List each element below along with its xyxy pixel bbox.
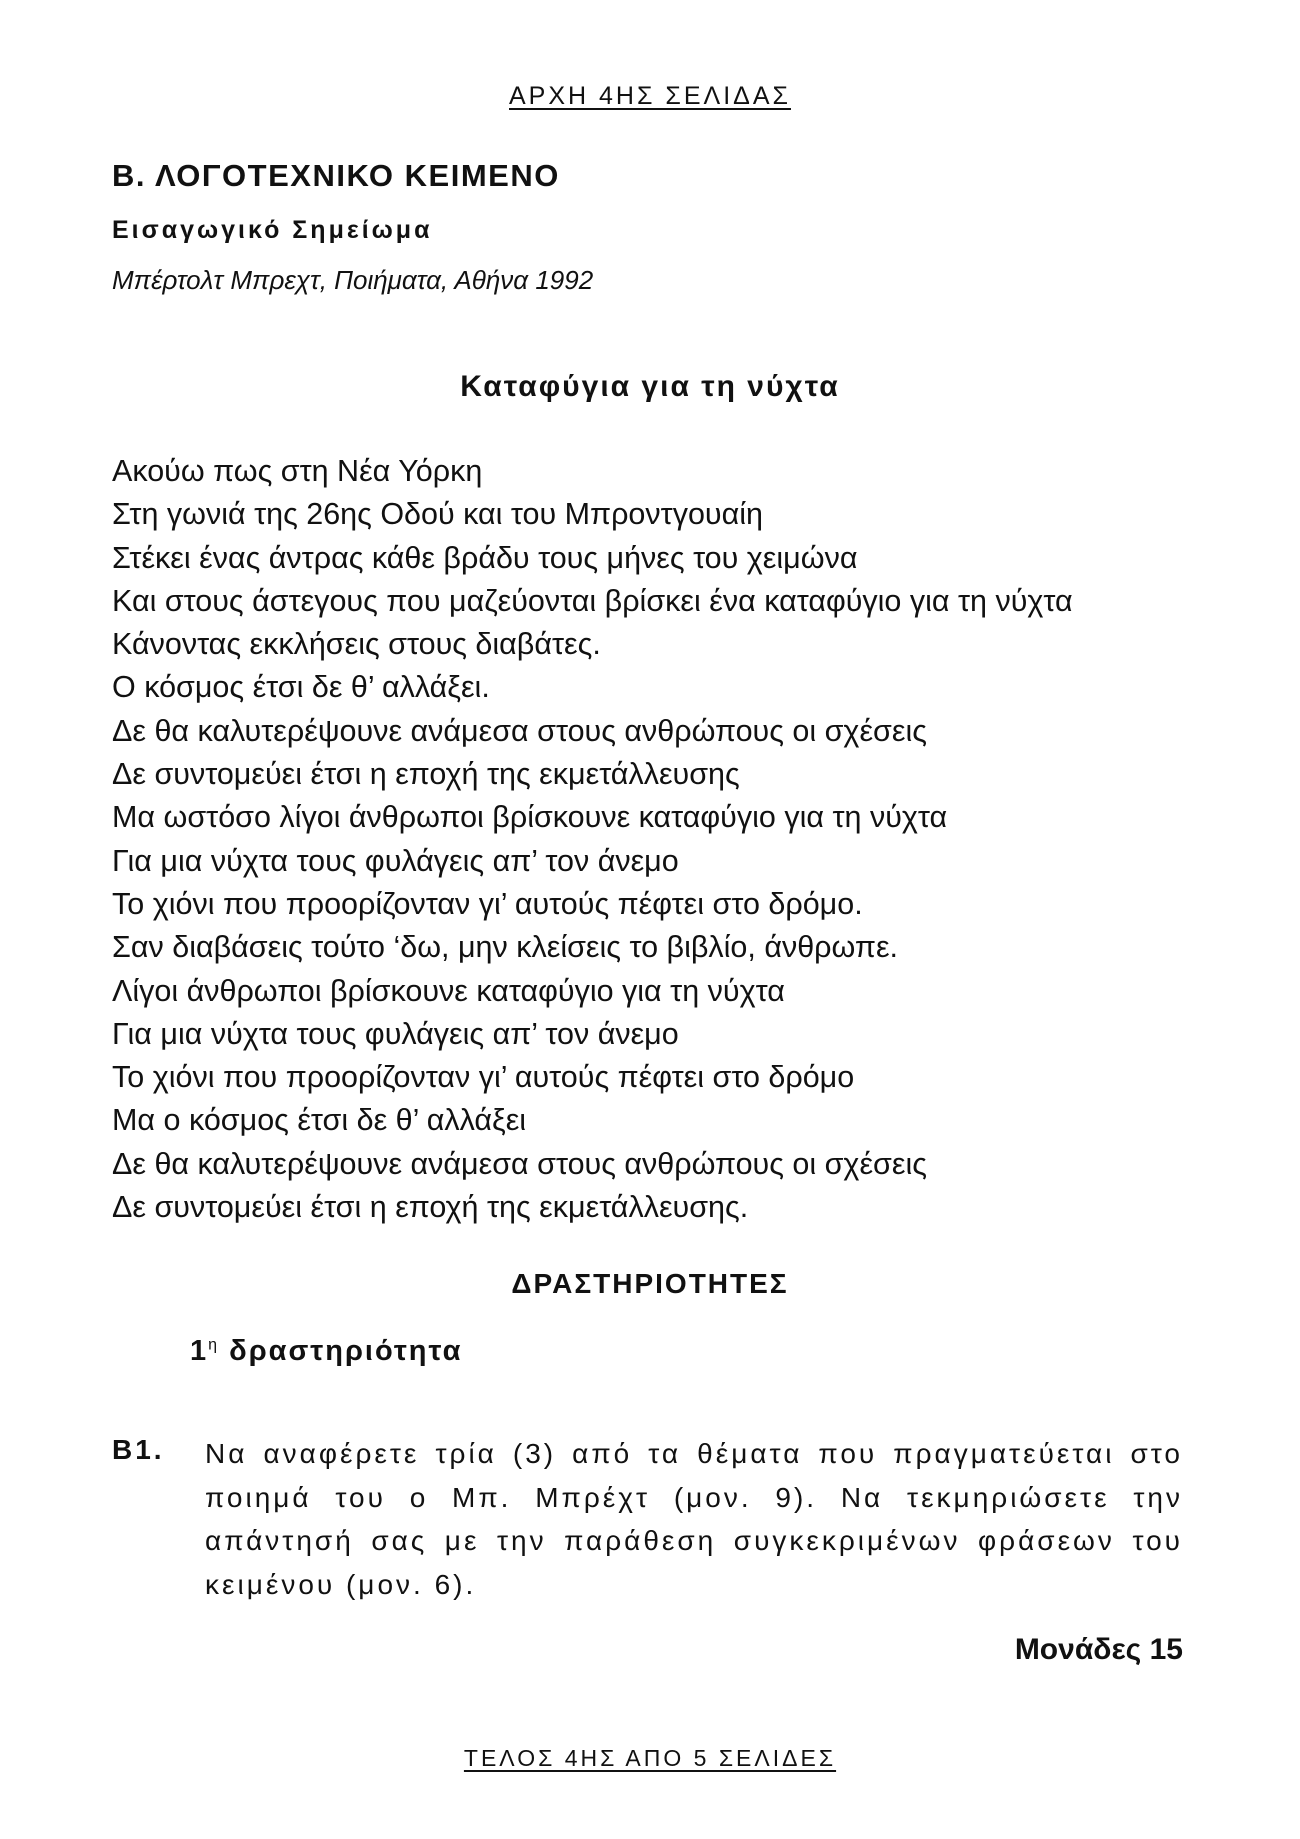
source-citation: Μπέρτολτ Μπρεχτ, Ποιήματα, Αθήνα 1992: [112, 265, 594, 295]
poem-line: Σαν διαβάσεις τούτο ‘δω, μην κλείσεις το βιβλίο, άνθρωπε.: [112, 930, 899, 965]
poem-line: Το χιόνι που προορίζονταν γι’ αυτούς πέφτει στο δρόμο: [112, 1060, 855, 1095]
section-title: Β. ΛΟΓΟΤΕΧΝΙΚΟ ΚΕΙΜΕΝΟ: [112, 158, 560, 193]
poem-line: Λίγοι άνθρωποι βρίσκουνε καταφύγιο για τη νύχτα: [112, 973, 785, 1008]
page-footer: ΤΕΛΟΣ 4ΗΣ ΑΠΟ 5 ΣΕΛΙΔΕΣ: [463, 1745, 837, 1771]
poem-title: Καταφύγια για τη νύχτα: [460, 370, 840, 403]
poem-line: Μα ωστόσο λίγοι άνθρωποι βρίσκουνε καταφύγιο για τη νύχτα: [112, 800, 948, 835]
poem-line: Ακούω πως στη Νέα Υόρκη: [112, 454, 483, 488]
points-label: Μονάδες 15: [1014, 1633, 1183, 1666]
activities-title: ΔΡΑΣΤΗΡΙΟΤΗΤΕΣ: [511, 1268, 789, 1299]
activity-number: 1: [190, 1335, 209, 1367]
activity-heading: [190, 1335, 463, 1368]
poem-line: Δε θα καλυτερέψουνε ανάμεσα στους ανθρώπους οι σχέσεις: [112, 1146, 927, 1181]
page-header: ΑΡΧΗ 4ΗΣ ΣΕΛΙΔΑΣ: [509, 82, 791, 110]
question-number: Β1.: [112, 1434, 165, 1465]
question-text: Να αναφέρετε τρία (3) από τα θέματα που πραγματεύεται στο ποιημά του ο Μπ. Μπρέχτ (μον. 9). Να τεκμηριώσετε την απάντησή σας με την παράθεση συγκεκριμένων φράσεων του κειμένου (μον. 6).: [205, 1438, 1183, 1600]
activity-label: δραστηριότητα: [229, 1335, 463, 1367]
poem-line: Κάνοντας εκκλήσεις στους διαβάτες.: [112, 627, 601, 662]
poem-line: Για μια νύχτα τους φυλάγεις απ’ τον άνεμο: [112, 843, 679, 878]
poem-line: Μα ο κόσμος έτσι δε θ’ αλλάξει: [112, 1103, 527, 1138]
poem-line: Δε θα καλυτερέψουνε ανάμεσα στους ανθρώπους οι σχέσεις: [112, 713, 927, 748]
poem-body: [112, 450, 1073, 1229]
poem-line: Και στους άστεγους που μαζεύονται βρίσκει ένα καταφύγιο για τη νύχτα: [112, 583, 1073, 618]
intro-note-label: Εισαγωγικό Σημείωμα: [112, 216, 433, 244]
poem-line: Δε συντομεύει έτσι η εποχή της εκμετάλλευσης: [112, 757, 740, 792]
poem-line: Το χιόνι που προορίζονταν γι’ αυτούς πέφτει στο δρόμο.: [112, 886, 863, 921]
poem-line: Ο κόσμος έτσι δε θ’ αλλάξει.: [112, 670, 490, 705]
activity-ordinal-suffix: η: [208, 1336, 220, 1354]
poem-line: Στέκει ένας άντρας κάθε βράδυ τους μήνες του χειμώνα: [112, 540, 858, 575]
poem-line: Δε συντομεύει έτσι η εποχή της εκμετάλλευσης.: [112, 1190, 749, 1225]
poem-line: Για μια νύχτα τους φυλάγεις απ’ τον άνεμο: [112, 1016, 679, 1051]
poem-line: Στη γωνιά της 26ης Οδού και του Μπροντγουαίη: [112, 497, 763, 532]
